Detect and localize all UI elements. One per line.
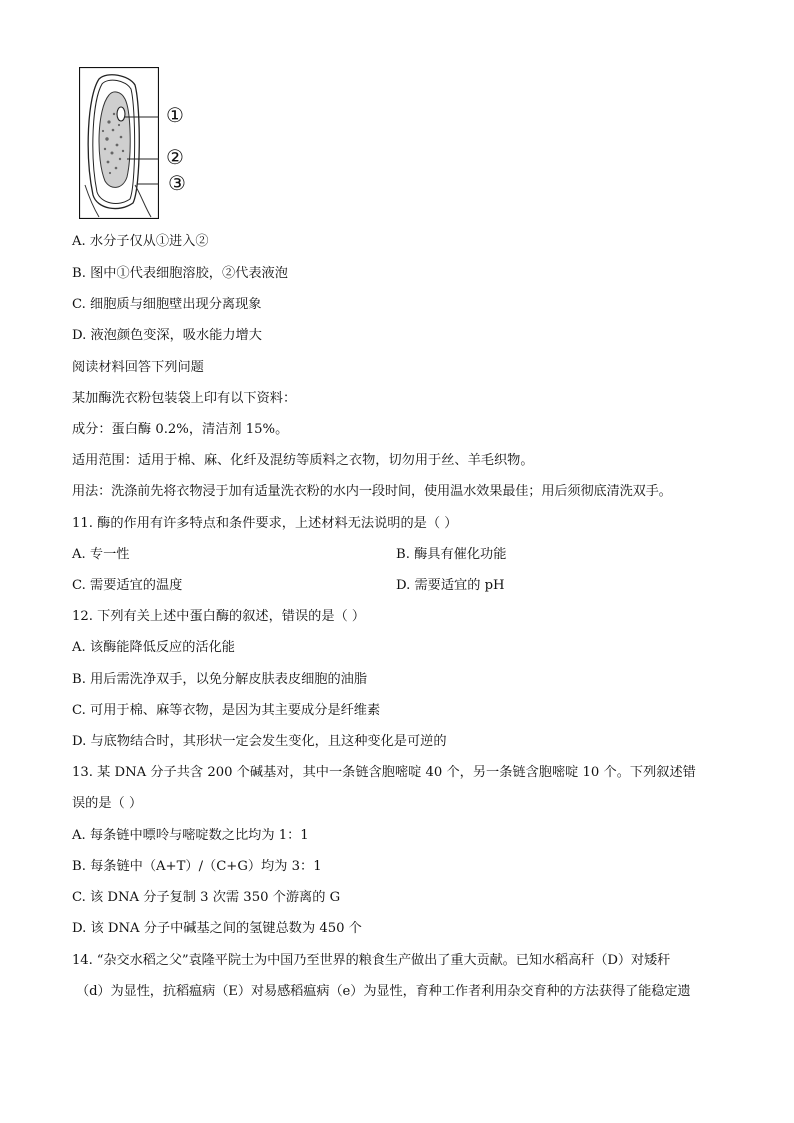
q12-option-c: C. 可用于棉、麻等衣物，是因为其主要成分是纤维素 [72, 703, 381, 718]
q10-option-c: C. 细胞质与细胞壁出现分离现象 [72, 297, 262, 312]
q12-stem: 12. 下列有关上述中蛋白酶的叙述，错误的是（ ） [72, 609, 366, 624]
q11-option-d: D. 需要适宜的 pH [396, 578, 505, 593]
q10-option-d: D. 液泡颜色变深，吸水能力增大 [72, 328, 262, 343]
q13-stem-line-2: 误的是（ ） [72, 796, 143, 811]
q13-option-b: B. 每条链中（A+T）/（C+G）均为 3：1 [72, 859, 322, 874]
protoplast [99, 92, 130, 187]
material-intro: 阅读材料回答下列问题 [72, 360, 204, 375]
q13-option-a: A. 每条链中嘌呤与嘧啶数之比均为 1：1 [72, 828, 309, 843]
figure-label-2: ② [166, 145, 184, 169]
material-line-4: 用法：洗涤前先将衣物浸于加有适量洗衣粉的水内一段时间，使用温水效果最佳；用后须彻底清洗双手。 [72, 484, 672, 499]
q11-stem: 11. 酶的作用有许多特点和条件要求，上述材料无法说明的是（ ） [72, 516, 458, 531]
material-line-3: 适用范围：适用于棉、麻、化纤及混纺等质料之衣物，切勿用于丝、羊毛织物。 [72, 453, 534, 468]
q11-option-a: A. 专一性 [72, 547, 130, 562]
nucleus [117, 107, 125, 121]
figure-label-3: ③ [168, 171, 186, 195]
figure-label-1: ① [166, 103, 184, 127]
q14-stem-line-2: （d）为显性，抗稻瘟病（E）对易感稻瘟病（e）为显性，育种工作者利用杂交育种的方法获得了能稳定遗 [76, 984, 691, 999]
q10-option-a: A. 水分子仅从①进入② [72, 234, 209, 249]
q13-option-c: C. 该 DNA 分子复制 3 次需 350 个游离的 G [72, 890, 341, 905]
q10-option-b: B. 图中①代表细胞溶胶，②代表液泡 [72, 266, 288, 281]
material-line-2: 成分：蛋白酶 0.2%，清洁剂 15%。 [72, 422, 289, 437]
q14-stem-line-1: 14. “杂交水稻之父”袁隆平院士为中国乃至世界的粮食生产做出了重大贡献。已知水稻高秆（D）对矮秆 [72, 953, 671, 968]
q12-option-d: D. 与底物结合时，其形状一定会发生变化，且这种变化是可逆的 [72, 734, 447, 749]
q13-option-d: D. 该 DNA 分子中碱基之间的氢键总数为 450 个 [72, 921, 362, 936]
material-line-1: 某加酶洗衣粉包装袋上印有以下资料： [72, 391, 297, 406]
q11-option-c: C. 需要适宜的温度 [72, 578, 183, 593]
q11-option-b: B. 酶具有催化功能 [396, 547, 507, 562]
q12-option-b: B. 用后需洗净双手，以免分解皮肤表皮细胞的油脂 [72, 672, 368, 687]
q13-stem-line-1: 13. 某 DNA 分子共含 200 个碱基对，其中一条链含胞嘧啶 40 个，另一条链含胞嘧啶 10 个。下列叙述错 [72, 765, 696, 780]
q12-option-a: A. 该酶能降低反应的活化能 [72, 640, 235, 655]
plasmolysis-cell-figure [79, 67, 159, 219]
